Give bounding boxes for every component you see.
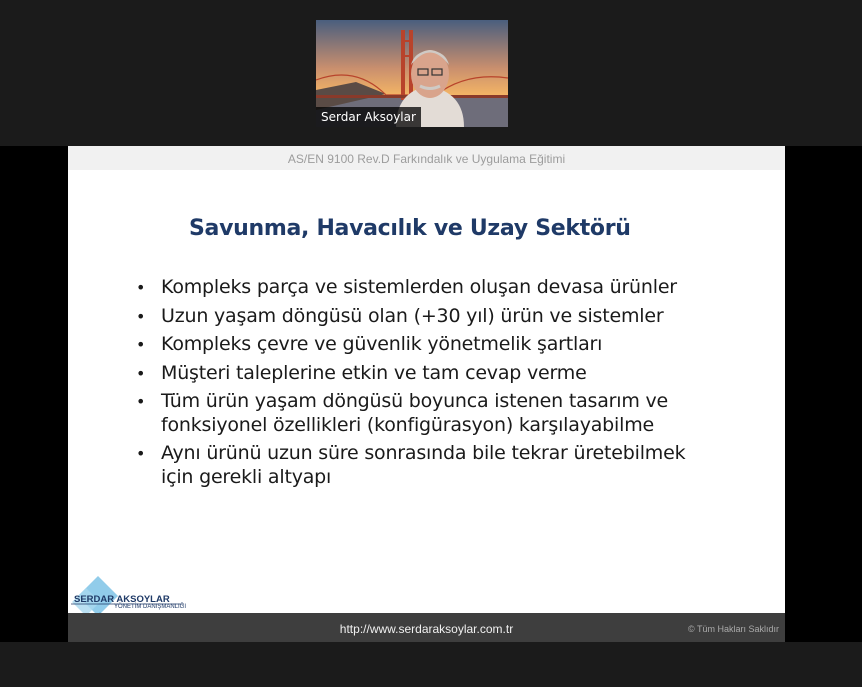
bullet-item: [136, 276, 696, 300]
bullet-text: Kompleks çevre ve güvenlik yönetmelik şartları: [161, 333, 603, 355]
bullet-text: Kompleks parça ve sistemlerden oluşan devasa ürünler: [161, 276, 677, 298]
slide-title: Savunma, Havacılık ve Uzay Sektörü: [189, 216, 631, 241]
bullet-dot: •: [136, 306, 146, 326]
bullet-text: Tüm ürün yaşam döngüsü boyunca istenen tasarım ve fonksiyonel özellikleri (konfigürasyon) karşılayabilme: [161, 390, 669, 436]
bullet-item: [136, 333, 696, 357]
bullet-list: [136, 276, 696, 494]
meeting-bottom-bar: [0, 642, 862, 687]
bullet-item: [136, 390, 696, 437]
bullet-dot: •: [136, 363, 146, 383]
bullet-text: Aynı ürünü uzun süre sonrasında bile tekrar üretebilmek için gerekli altyapı: [161, 442, 686, 488]
bullet-text: Müşteri taleplerine etkin ve tam cevap verme: [161, 361, 587, 384]
slide-header: AS/EN 9100 Rev.D Farkındalık ve Uygulama Eğitimi: [68, 146, 785, 170]
footer-url: http://www.serdaraksoylar.com.tr: [339, 622, 514, 636]
bullet-dot: •: [136, 444, 146, 463]
logo-subtitle: YÖNETİM DANIŞMANLIĞI: [114, 604, 187, 610]
bullet-item: [136, 305, 696, 329]
bullet-text: Uzun yaşam döngüsü olan (+30 yıl) ürün ve sistemler: [161, 304, 664, 327]
bullet-dot: •: [136, 392, 146, 411]
participant-video-tile[interactable]: [316, 20, 508, 127]
bullet-item: [136, 362, 696, 386]
bullet-item: [136, 442, 696, 489]
video-strip: [0, 0, 862, 146]
bullet-dot: •: [136, 278, 146, 297]
slide-footer: [68, 613, 785, 642]
bullet-dot: •: [136, 335, 146, 354]
participant-name-tag: Serdar Aksoylar: [316, 107, 421, 127]
footer-copyright: © Tüm Hakları Saklıdır: [688, 624, 779, 634]
presentation-slide: [68, 146, 785, 642]
logo-name: SERDAR AKSOYLAR: [74, 594, 170, 605]
